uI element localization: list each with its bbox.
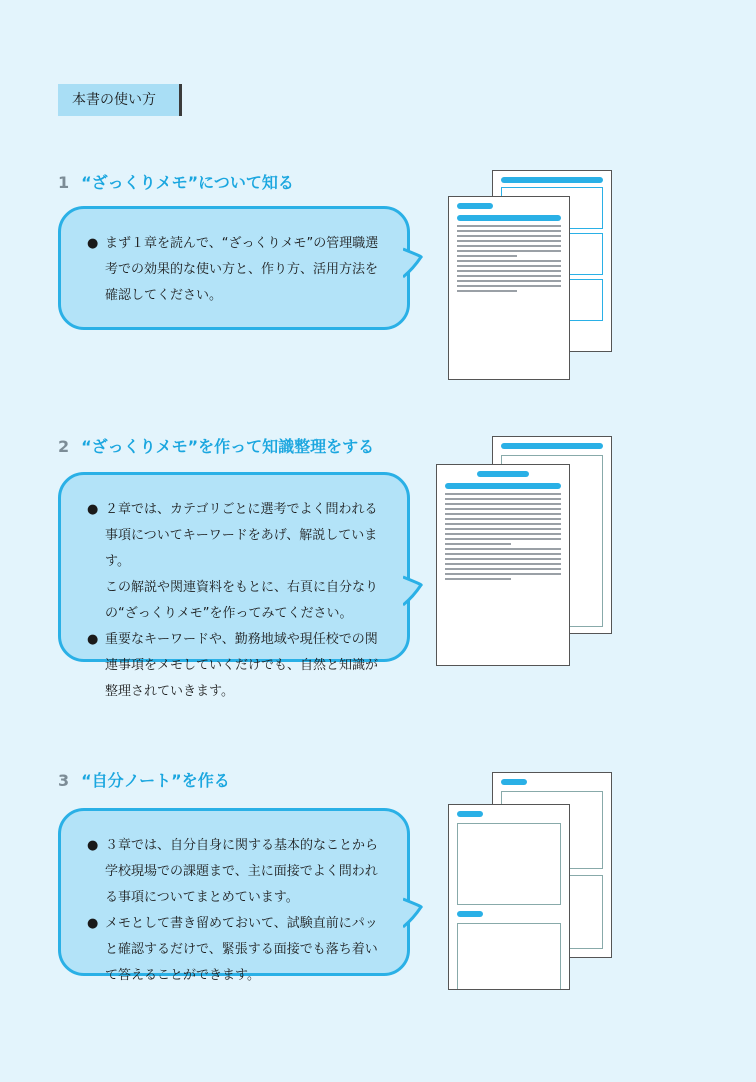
section-2-item-2: ● 重要なキーワードや、勤務地域や現任校での関連事項をメモしていくだけでも、自然と知識が整理されていきます。 — [91, 627, 389, 705]
section-1-title: “ざっくりメモ”について知る — [81, 173, 294, 192]
section-2-item-1: ● ２章では、カテゴリごとに選考でよく問われる事項についてキーワードをあげ、解説しています。 — [91, 497, 389, 575]
section-3-item-2: ● メモとして書き留めておいて、試験直前にパッと確認するだけで、緊張する面接でも落ち着いて答えることができます。 — [91, 911, 389, 989]
section-2-title: “ざっくりメモ”を作って知識整理をする — [81, 437, 375, 456]
page-thumbnail-front — [448, 804, 570, 990]
section-3-bubble — [58, 808, 410, 983]
bubble-tail-icon — [403, 247, 425, 281]
section-3-number: 3 — [58, 771, 70, 790]
section-3-item-1: ● ３章では、自分自身に関する基本的なことから学校現場での課題まで、主に面接でよく問われる事項についてまとめています。 — [91, 833, 389, 911]
section-1-number: 1 — [58, 173, 70, 192]
bubble-tail-icon — [403, 575, 425, 609]
section-2-bubble — [58, 472, 410, 699]
section-tab-label: 本書の使い方 — [58, 84, 182, 116]
section-1-bubble — [58, 206, 410, 330]
section-1-heading — [58, 170, 294, 193]
section-1-item-1: ● まず１章を読んで、“ざっくりメモ”の管理職選考での効果的な使い方と、作り方、活用方法を確認してください。 — [91, 231, 389, 309]
page-thumbnail-front — [448, 196, 570, 380]
section-3-title: “自分ノート”を作る — [81, 771, 230, 790]
page-thumbnail-front — [436, 464, 570, 666]
section-3-heading — [58, 768, 230, 791]
section-2-number: 2 — [58, 437, 70, 456]
section-2-subtext: この解説や関連資料をもとに、右頁に自分なりの“ざっくりメモ”を作ってみてください。 — [105, 580, 379, 621]
section-2-heading — [58, 434, 374, 457]
bubble-tail-icon — [403, 897, 425, 931]
